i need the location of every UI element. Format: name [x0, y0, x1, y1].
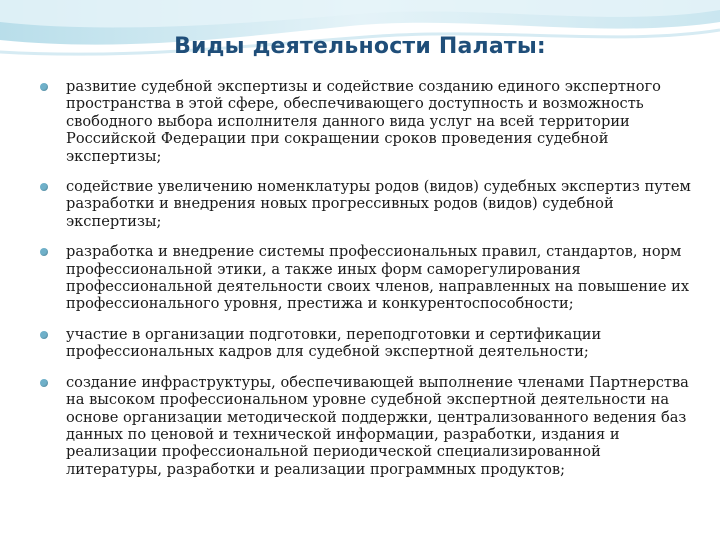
list-item: [40, 326, 692, 361]
list-item-text: содействие увеличению номенклатуры родов (видов) судебных экспертиз путем разработки и внедрения новых прогрессивных родов (видов) судебной экспертизы;: [66, 178, 691, 230]
list-item-text: участие в организации подготовки, переподготовки и сертификации профессиональных кадров для судебной экспертной деятельности;: [66, 325, 602, 361]
bullet-icon: [40, 248, 48, 256]
bullet-icon: [40, 331, 48, 339]
activity-list: [40, 78, 692, 491]
bullet-icon: [40, 83, 48, 91]
bullet-icon: [40, 379, 48, 387]
list-item: [40, 374, 692, 478]
list-item: [40, 178, 692, 230]
bullet-icon: [40, 183, 48, 191]
list-item-text: развитие судебной экспертизы и содействие созданию единого экспертного пространства в этой сфере, обеспечивающего доступность и возможность свободного выбора исполнителя данного вида услуг на всей территории Российской Федерации при сокращении сроков проведения судебной экспертизы;: [66, 78, 661, 165]
list-item: [40, 78, 692, 165]
list-item-text: создание инфраструктуры, обеспечивающей выполнение членами Партнерства на высоком профессиональном уровне судебной экспертной деятельности на основе организации методической поддержки, централизованного ведения баз данных по ценовой и технической информации, разработки, издания и реализации профессиональной периодической специализированной литературы, разработки и реализации программных продуктов;: [66, 373, 689, 478]
list-item: [40, 243, 692, 313]
list-item-text: разработка и внедрение системы профессиональных правил, стандартов, норм профессиональной этики, а также иных форм саморегулирования профессиональной деятельности своих членов, направленных на повышение их профессионального уровня, престижа и конкурентоспособности;: [66, 243, 690, 313]
slide-title: Виды деятельности Палаты:: [174, 34, 546, 59]
